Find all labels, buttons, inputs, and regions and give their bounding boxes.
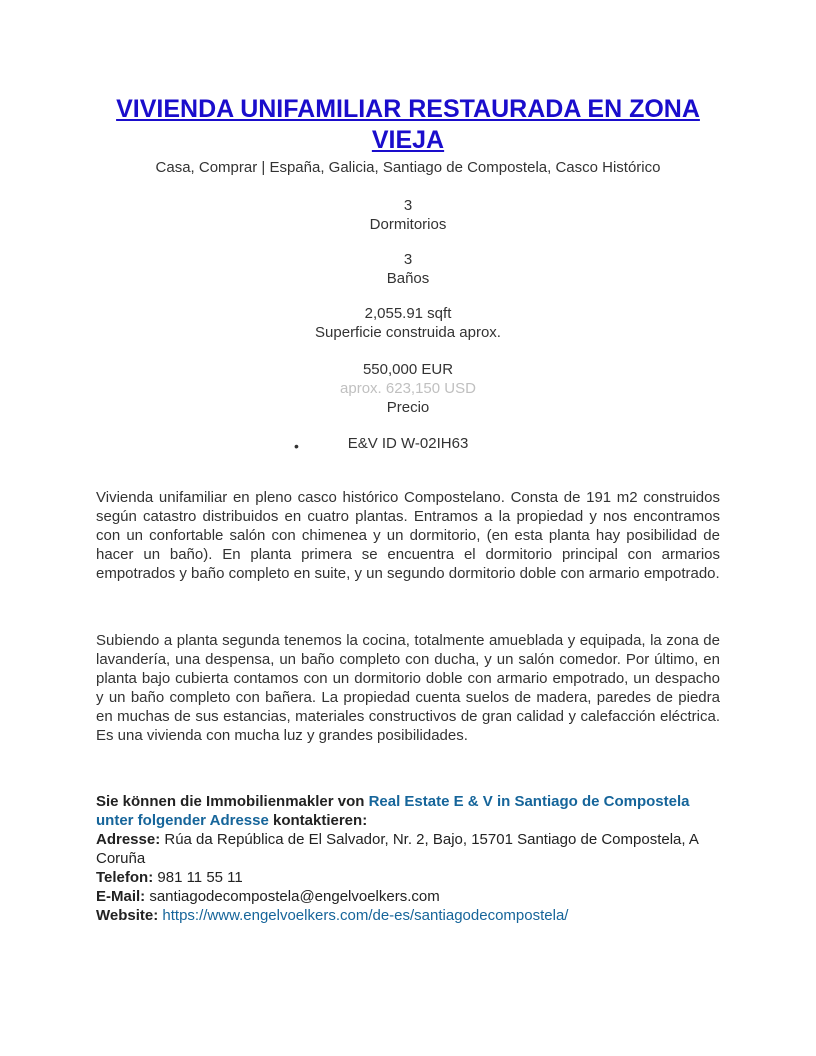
bedrooms-stat (208, 196, 608, 234)
phone-value: 981 11 55 11 (153, 869, 243, 886)
price-value: 550,000 EUR (362, 361, 454, 378)
area-stat (208, 304, 608, 342)
id-bullet: • (294, 438, 299, 454)
website-label: Website: (96, 907, 159, 924)
email-label: E-Mail: (96, 888, 146, 905)
listing-id: E&V ID W-02IH63 (347, 435, 469, 452)
contact-intro (96, 792, 720, 830)
address-value: Rúa da República de El Salvador, Nr. 2, Bajo, 15701 Santiago de Compostela, A Coruña (96, 831, 699, 867)
area-label: Superficie construida aprox. (315, 324, 501, 341)
bedrooms-value: 3 (403, 197, 413, 214)
contact-intro-before: Sie können die Immobilienmakler von (96, 793, 369, 810)
area-value: 2,055.91 sqft (364, 305, 452, 322)
website-link[interactable]: https://www.engelvoelkers.com/de-es/santiagodecompostela/ (162, 907, 569, 924)
agency-link[interactable]: Real Estate E & V in Santiago de Compostela unter folgender Adresse (96, 793, 690, 829)
price-usd-approx: aprox. 623,150 USD (340, 380, 476, 397)
phone-line (96, 868, 720, 887)
email-value: santiagodecompostela@engelvoelkers.com (145, 888, 440, 905)
listing-subtitle: Casa, Comprar | España, Galicia, Santiago de Compostela, Casco Histórico (155, 159, 661, 176)
bedrooms-label: Dormitorios (369, 216, 447, 233)
price-stat (208, 360, 608, 417)
bathrooms-value: 3 (403, 251, 413, 268)
price-label: Precio (386, 399, 430, 416)
contact-intro-after: kontaktieren: (268, 812, 368, 829)
website-line (96, 906, 720, 925)
address-line (96, 830, 720, 868)
email-line (96, 887, 720, 906)
contact-block (96, 792, 720, 925)
bathrooms-stat (208, 250, 608, 288)
description-paragraph-2: Subiendo a planta segunda tenemos la cocina, totalmente amueblada y equipada, la zona de lavandería, una despensa, un baño completo con ducha, y un salón comedor. Por último, en planta bajo cubierta contamos con un dormitorio doble con armario empotrado, un despacho y un baño completo con bañera. La propiedad cuenta suelos de madera, paredes de piedra en muchas de sus estancias, materiales constructivos de gran calidad y calefacción eléctrica. Es una vivienda con mucha luz y grandes posibilidades. (96, 632, 720, 744)
listing-title-link[interactable]: VIVIENDA UNIFAMILIAR RESTAURADA EN ZONA VIEJA (116, 95, 700, 154)
phone-label: Telefon: (96, 869, 154, 886)
description-paragraph-1: Vivienda unifamiliar en pleno casco histórico Compostelano. Consta de 191 m2 construidos según catastro distribuidos en cuatro plantas. Entramos a la propiedad y nos encontramos con un confortable salón con chimenea y un dormitorio, (en esta planta hay posibilidad de hacer un baño). En planta primera se encuentra el dormitorio principal con armarios empotrados y baño completo en suite, y un segundo dormitorio doble con armario empotrado. (96, 489, 720, 582)
bathrooms-label: Baños (386, 270, 430, 287)
address-label: Adresse: (96, 831, 161, 848)
